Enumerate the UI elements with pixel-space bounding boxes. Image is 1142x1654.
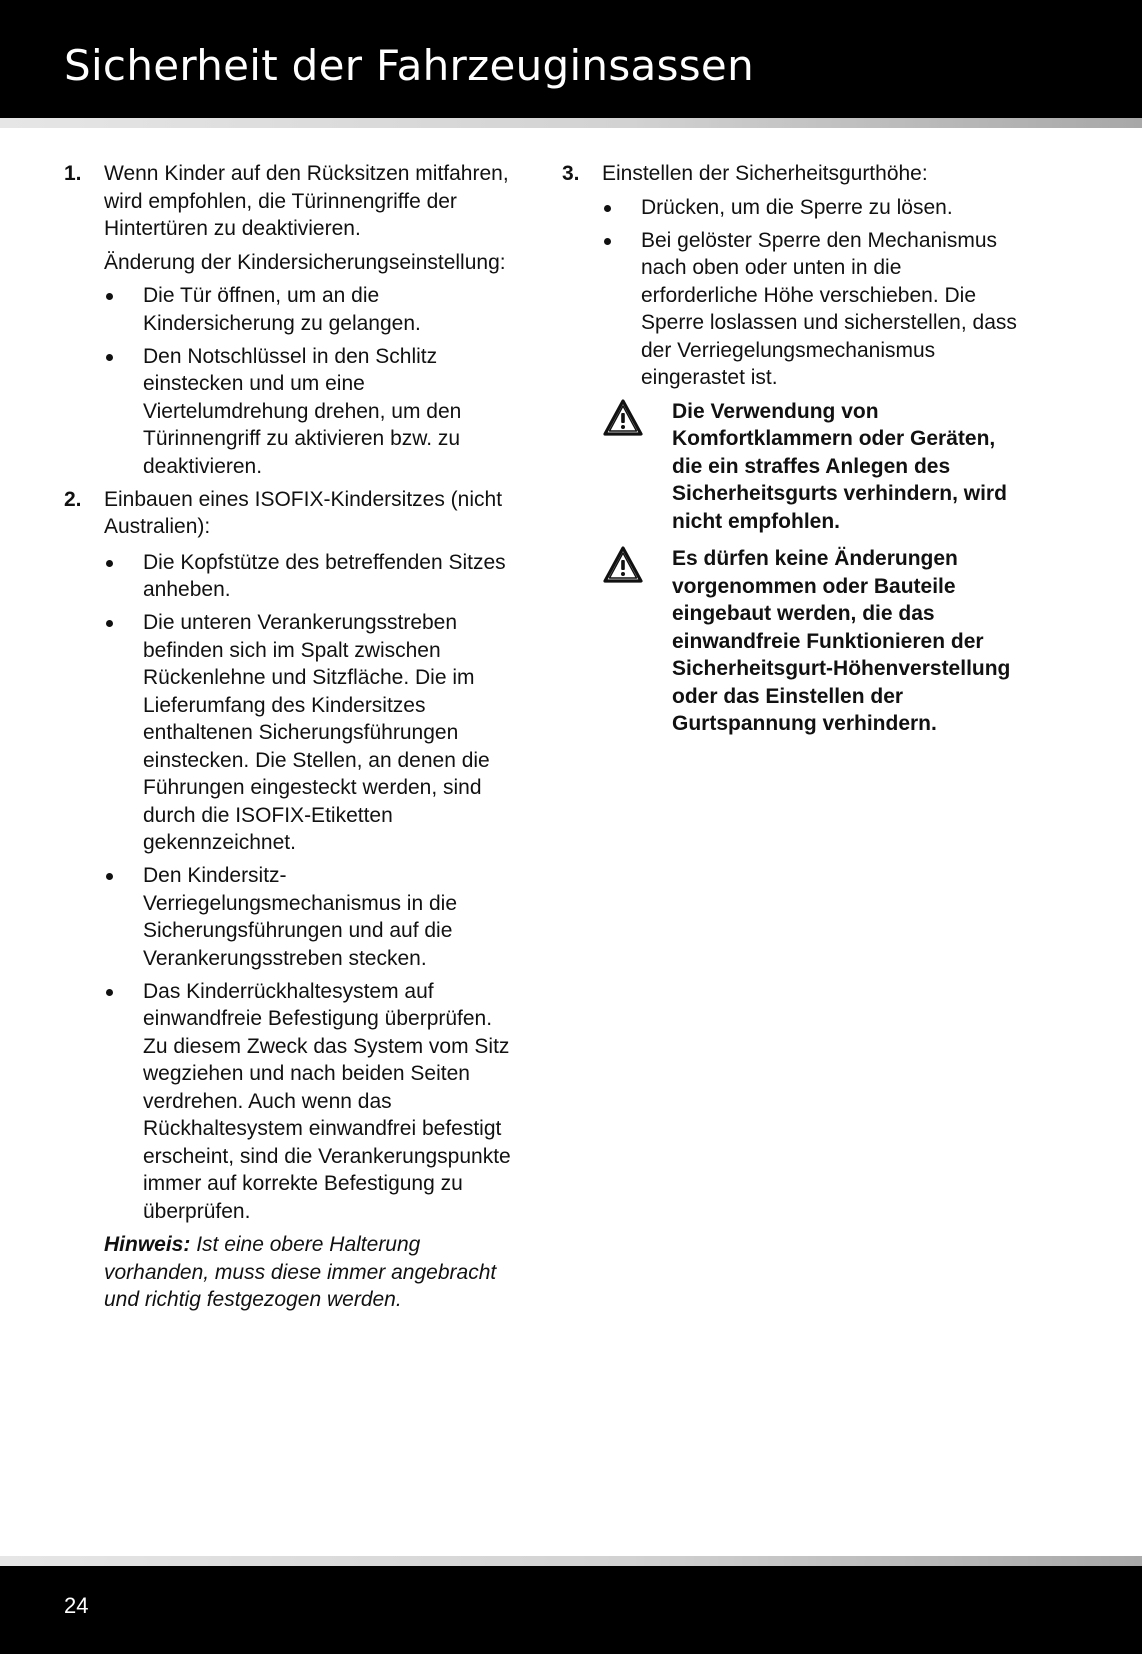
warning-triangle-icon bbox=[602, 398, 644, 438]
left-column bbox=[64, 160, 522, 1320]
bullet-icon bbox=[106, 989, 113, 996]
page-number: 24 bbox=[64, 1593, 89, 1618]
list-item bbox=[104, 609, 522, 857]
item-text: Einstellen der Sicherheitsgurthöhe: bbox=[602, 162, 928, 185]
note-label: Hinweis: bbox=[104, 1233, 191, 1256]
list-item-text: Die unteren Verankerungsstreben befinden sich im Spalt zwischen Rückenlehne und Sitzfläche. Die im Lieferumfang des Kindersitzes enthaltenen Sicherungsführungen einstecken. Die Stellen, an denen die Führungen eingesteckt werden, sind durch die ISOFIX-Etiketten gekennzeichnet. bbox=[143, 611, 490, 854]
list-item bbox=[104, 549, 522, 604]
bullet-icon bbox=[106, 293, 113, 300]
list-item-text: Den Notschlüssel in den Schlitz einstecken und um eine Viertelumdrehung drehen, um den Türinnengriff zu aktivieren bzw. zu deaktivieren. bbox=[143, 344, 462, 478]
warning-block bbox=[562, 398, 1022, 536]
page-footer bbox=[0, 1566, 1142, 1654]
warning-text: Die Verwendung von Komfortklammern oder Geräten, die ein straffes Anlegen des Sicherheitsgurts verhindern, wird nicht empfohlen. bbox=[672, 399, 1007, 533]
bullet-icon bbox=[106, 354, 113, 361]
item-text: Wenn Kinder auf den Rücksitzen mitfahren, wird empfohlen, die Türinnengriffe der Hintertüren zu deaktivieren. bbox=[104, 162, 509, 240]
bullet-list bbox=[602, 194, 1022, 392]
list-item bbox=[104, 978, 522, 1226]
numbered-item-2 bbox=[64, 486, 522, 1314]
warning-block bbox=[562, 545, 1022, 738]
right-column bbox=[562, 160, 1022, 738]
bullet-icon bbox=[106, 620, 113, 627]
bullet-list bbox=[104, 282, 522, 480]
bullet-icon bbox=[604, 238, 611, 245]
list-item bbox=[602, 227, 1022, 392]
note-text: Ist eine obere Halterung vorhanden, muss diese immer angebracht und richtig festgezogen werden. bbox=[104, 1233, 497, 1311]
numbered-item-3 bbox=[562, 160, 1022, 392]
list-item-text: Bei gelöster Sperre den Mechanismus nach oben oder unten in die erforderliche Höhe verschieben. Die Sperre loslassen und sicherstellen, dass der Verriegelungsmechanismus eingerastet ist. bbox=[641, 228, 1017, 389]
bullet-icon bbox=[106, 560, 113, 567]
list-item-text: Das Kinderrückhaltesystem auf einwandfreie Befestigung überprüfen. Zu diesem Zweck das System vom Sitz wegziehen und nach beiden Seiten verdrehen. Auch wenn das Rückhaltesystem einwandfrei befestigt erscheint, sind die Verankerungspunkte immer auf korrekte Befestigung zu überprüfen. bbox=[143, 979, 511, 1223]
bullet-icon bbox=[604, 205, 611, 212]
item-number: 1. bbox=[64, 162, 82, 185]
list-item bbox=[104, 282, 522, 337]
list-item-text: Die Kopfstütze des betreffenden Sitzes anheben. bbox=[143, 550, 506, 601]
item-number: 3. bbox=[562, 162, 580, 185]
list-item bbox=[104, 343, 522, 481]
warning-text: Es dürfen keine Änderungen vorgenommen oder Bauteile eingebaut werden, die das einwandfreie Funktionieren der Sicherheitsgurt-Höhenverstellung oder das Einstellen der Gurtspannung verhindern. bbox=[672, 547, 1011, 735]
footer-divider bbox=[0, 1556, 1142, 1566]
list-item bbox=[602, 194, 1022, 222]
numbered-item-1 bbox=[64, 160, 522, 480]
page-header bbox=[0, 0, 1142, 118]
page-title: Sicherheit der Fahrzeuginsassen bbox=[64, 41, 754, 90]
list-item-text: Den Kindersitz-Verriegelungsmechanismus in die Sicherungsführungen und auf die Verankerungsstreben stecken. bbox=[143, 864, 458, 970]
item-subheading: Änderung der Kindersicherungseinstellung: bbox=[104, 250, 506, 274]
item-text: Einbauen eines ISOFIX-Kindersitzes (nicht Australien): bbox=[104, 487, 503, 538]
list-item-text: Die Tür öffnen, um an die Kindersicherung zu gelangen. bbox=[143, 284, 421, 335]
header-divider bbox=[0, 118, 1142, 128]
list-item bbox=[104, 862, 522, 972]
bullet-icon bbox=[106, 873, 113, 880]
item-number: 2. bbox=[64, 487, 82, 511]
bullet-list bbox=[104, 549, 522, 1226]
note bbox=[104, 1231, 522, 1314]
warning-triangle-icon bbox=[602, 545, 644, 585]
list-item-text: Drücken, um die Sperre zu lösen. bbox=[641, 195, 953, 219]
